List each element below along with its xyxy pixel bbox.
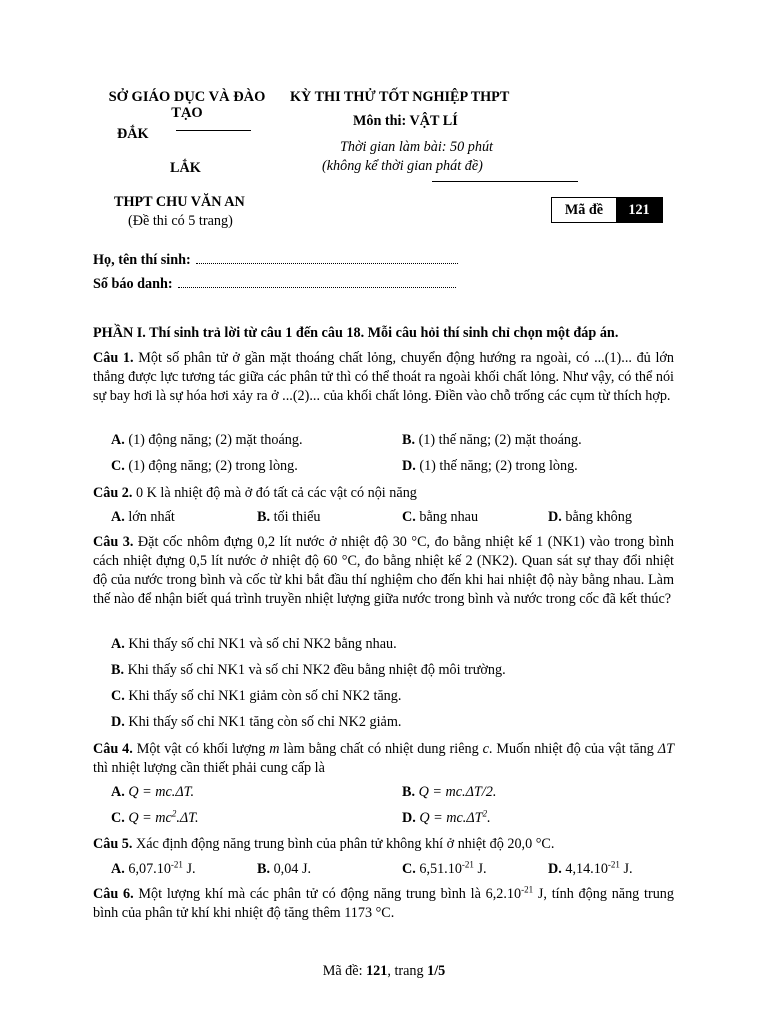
question-5-option-a[interactable]: A. $6,07.10^{-21}$ J.	[111, 859, 196, 877]
question-4-option-c[interactable]: C. $Q = mc^2.\Delta T$.	[111, 808, 199, 826]
candidate-name-row	[93, 251, 458, 270]
question-2-option-d[interactable]: D. bằng không	[548, 509, 632, 525]
question-1-option-b[interactable]: B. (1) thế năng; (2) mặt thoáng.	[402, 432, 582, 448]
question-4: Câu 4. Một vật có khối lượng m làm bằng chất có nhiệt dung riêng c. Muốn nhiệt độ của vật tăng ΔT thì nhiệt lượng cần thiết phải cung cấp là	[93, 741, 675, 776]
question-1-label: Câu 1.	[93, 350, 134, 366]
question-3-option-a[interactable]: A. Khi thấy số chỉ NK1 và số chỉ NK2 bằng nhau.	[111, 636, 397, 652]
department-underline	[176, 130, 251, 131]
question-2-text: 0 K là nhiệt độ mà ở đó tất cả các vật có nội năng	[135, 485, 417, 501]
subject: Môn thi: VẬT LÍ	[353, 113, 458, 129]
question-4-option-a[interactable]: A. Q = mc.ΔT.	[111, 784, 195, 800]
footer-code: 121	[366, 963, 388, 979]
department-line-3: ĐẮK	[117, 126, 149, 142]
footer-page: 1/5	[427, 963, 446, 979]
question-1-option-c[interactable]: C. (1) động năng; (2) trong lòng.	[111, 458, 298, 474]
exam-title: KỲ THI THỬ TỐT NGHIỆP THPT	[290, 89, 510, 105]
question-2	[93, 484, 674, 503]
question-5-text: Xác định động năng trung bình của phân tử không khí ở nhiệt độ 20,0 °C.	[135, 836, 555, 852]
department-line-2: TẠO	[171, 105, 203, 121]
department-line-1: SỞ GIÁO DỤC VÀ ĐÀO	[108, 89, 266, 105]
school-name: THPT CHU VĂN AN	[114, 194, 245, 210]
question-3-option-b[interactable]: B. Khi thấy số chỉ NK1 và số chỉ NK2 đều bằng nhiệt độ môi trường.	[111, 662, 506, 678]
department-line-4: LẮK	[170, 160, 201, 176]
question-6: Câu 6. Một lượng khí mà các phân tử có động năng trung bình là $6,2.10^{-21}$ J, tính động năng trung bình của phân tử khí khi nhiệt độ tăng thêm 1173 °C.	[93, 884, 674, 921]
question-4-option-b[interactable]: B. Q = mc.ΔT/2.	[402, 784, 497, 800]
question-3	[93, 533, 674, 609]
part-heading: PHẦN I. Thí sinh trả lời từ câu 1 đến câu 18. Mỗi câu hỏi thí sinh chỉ chọn một đáp án.	[93, 325, 619, 341]
header-right-underline	[432, 181, 578, 182]
candidate-id-row	[93, 275, 456, 294]
candidate-id-label: Số báo danh:	[93, 276, 173, 292]
question-5-option-d[interactable]: D. $4,14.10^{-21}$ J.	[548, 859, 633, 877]
question-1-text: Một số phân tử ở gần mặt thoáng chất lỏng, chuyển động hướng ra ngoài, có ...(1)... đủ lớn thắng được lực tương tác giữa các phân tử thì có thể thoát ra ngoài khối chất lỏng. Như vậy, có thể nói sự bay hơi là sự hóa hơi xảy ra ở ...(2)... của khối chất lỏng. Điền vào chỗ trống các cụm từ thích hợp.	[93, 350, 674, 404]
pages-note: (Đề thi có 5 trang)	[128, 213, 233, 229]
question-4-option-d[interactable]: D. $Q = mc.\Delta T^2$.	[402, 808, 491, 826]
question-2-option-a[interactable]: A. lớn nhất	[111, 509, 175, 525]
question-1-option-d[interactable]: D. (1) thế năng; (2) trong lòng.	[402, 458, 578, 474]
question-4-label: Câu 4.	[93, 741, 133, 757]
question-2-option-b[interactable]: B. tối thiểu	[257, 509, 321, 525]
candidate-id-field[interactable]	[178, 275, 456, 288]
candidate-name-field[interactable]	[196, 251, 458, 264]
candidate-name-label: Họ, tên thí sinh:	[93, 252, 191, 268]
question-3-option-d[interactable]: D. Khi thấy số chỉ NK1 tăng còn số chỉ NK2 giảm.	[111, 714, 402, 730]
question-2-option-c[interactable]: C. bằng nhau	[402, 509, 479, 525]
duration: Thời gian làm bài: 50 phút	[340, 139, 494, 155]
question-3-text: Đặt cốc nhôm đựng 0,2 lít nước ở nhiệt độ 30 °C, đo bằng nhiệt kế 1 (NK1) vào trong bình cách nhiệt đựng 0,5 lít nước ở nhiệt độ 60 °C, đo bằng nhiệt kế 2 (NK2). Quan sát sự thay đổi nhiệt độ của nước trong bình và cốc từ khi bắt đầu thí nghiệm cho đến khi hai nhiệt độ này bằng nhau. Làm thế nào để nhận biết quá trình truyền nhiệt lượng giữa nước trong bình và nước trong cốc đã kết thúc?	[93, 534, 675, 607]
page-footer: Mã đề: 121, trang 1/5	[322, 963, 446, 979]
exam-code-value: 121	[616, 198, 662, 222]
department-block	[92, 88, 282, 123]
question-3-label: Câu 3.	[93, 534, 134, 550]
exam-code-box	[551, 197, 663, 223]
question-3-option-c[interactable]: C. Khi thấy số chỉ NK1 giảm còn số chỉ NK2 tăng.	[111, 688, 402, 704]
question-5-label: Câu 5.	[93, 836, 133, 852]
question-5-option-b[interactable]: B. 0,04 J.	[257, 861, 312, 877]
question-2-label: Câu 2.	[93, 485, 133, 501]
question-5-option-c[interactable]: C. $6,51.10^{-21}$ J.	[402, 859, 487, 877]
question-5	[93, 835, 674, 854]
question-1-option-a[interactable]: A. (1) động năng; (2) mặt thoáng.	[111, 432, 303, 448]
duration-note: (không kể thời gian phát đề)	[322, 158, 483, 174]
exam-code-label: Mã đề	[564, 201, 604, 218]
question-6-label: Câu 6.	[93, 886, 134, 902]
question-1	[93, 349, 674, 406]
